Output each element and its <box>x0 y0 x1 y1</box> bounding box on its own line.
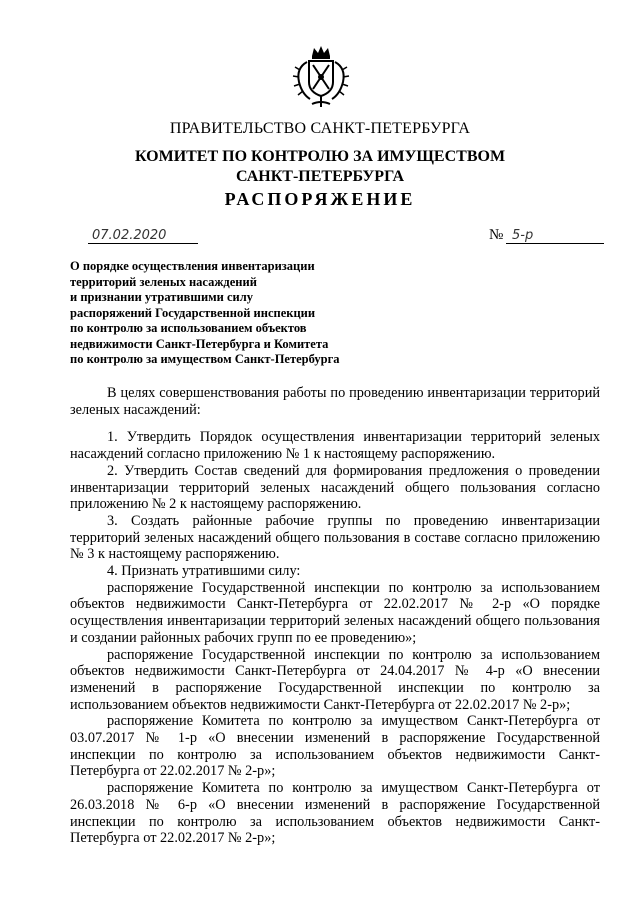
revoked-order-2 <box>70 647 600 714</box>
item-3 <box>70 513 600 563</box>
intro-line: В целях совершенствования работы по проведению инвентаризации территорий <box>107 385 600 401</box>
item-1 <box>70 429 600 462</box>
subject-line: по контролю за имуществом Санкт-Петербурга <box>70 352 340 366</box>
item-text: распоряжение Государственной инспекции по контролю за использованием <box>107 646 600 663</box>
item-text: насаждений согласно приложению № 1 к настоящему распоряжению. <box>70 446 496 463</box>
item-text: от 22.02.2017 № 2-р»; <box>143 763 276 780</box>
revoked-order-1 <box>70 580 600 647</box>
subject-line: и признании утратившими силу <box>70 290 254 304</box>
item-text: 3. Создать районные рабочие группы по проведению инвентаризации <box>107 512 600 529</box>
item-text: от 03.07.2017 № 1-р «О внесении изменений в распоряжение Государственной <box>70 713 601 747</box>
item-text: распоряжение Государственной инспекции по контролю за использованием <box>107 579 600 596</box>
number-label: № <box>489 227 504 243</box>
document-type: РАСПОРЯЖЕНИЕ <box>224 189 416 209</box>
document-number: 5-р <box>506 228 604 244</box>
committee-line-2: САНКТ-ПЕТЕРБУРГА <box>235 168 405 185</box>
document-subject <box>70 259 340 368</box>
document-date: 07.02.2020 <box>88 228 198 244</box>
item-text: объектов недвижимости Санкт-Петербурга от 24.04.2017 № 4-р «О внесении <box>70 663 600 680</box>
item-text: от 22.02.2017 № 2-р»; <box>143 830 276 847</box>
item-text: территорий зеленых насаждений общего пользования в составе согласно <box>70 529 518 546</box>
item-4 <box>70 563 600 580</box>
item-text: объектов недвижимости Санкт-Петербурга от 22.02.2017 № 2-р «О порядке <box>70 596 600 613</box>
document-body <box>70 385 600 847</box>
item-text: инспекции по контролю за использованием объектов недвижимости Санкт-Петербурга <box>70 813 600 847</box>
government-title: ПРАВИТЕЛЬСТВО САНКТ-ПЕТЕРБУРГА <box>169 120 471 137</box>
subject-line: недвижимости Санкт-Петербурга и Комитета <box>70 336 329 351</box>
intro-line: зеленых насаждений: <box>70 401 201 418</box>
item-text: инвентаризации территорий зеленых насаждений общего пользования согласно <box>70 479 600 496</box>
item-text: распоряжение Комитета по контролю за имуществом Санкт-Петербурга <box>107 780 578 797</box>
item-text: и создании районных рабочих групп по ее проведению»; <box>70 629 417 646</box>
committee-line-1: КОМИТЕТ ПО КОНТРОЛЮ ЗА ИМУЩЕСТВОМ <box>134 148 506 165</box>
item-2 <box>70 463 600 513</box>
item-text: осуществления инвентаризации территорий зеленых насаждений общего пользования <box>70 613 600 630</box>
item-text: изменений в распоряжение Государственной инспекции по контролю <box>70 679 572 696</box>
item-text: за использованием объектов недвижимости Санкт-Петербурга от 22.02.2017 № 2-р»; <box>70 679 600 713</box>
subject-line: по контролю за использованием объектов <box>70 321 307 335</box>
item-text: приложению № 2 к настоящему распоряжению. <box>70 496 362 513</box>
committee-title <box>0 147 640 187</box>
intro-paragraph <box>70 385 600 418</box>
item-text: 4. Признать утратившими силу: <box>107 563 301 580</box>
coat-of-arms-icon <box>290 44 352 110</box>
subject-line: О порядке осуществления инвентаризации <box>70 259 315 273</box>
item-text: от 26.03.2018 № 6-р «О внесении изменений в распоряжение Государственной <box>70 780 601 813</box>
item-text: инспекции по контролю за использованием объектов недвижимости Санкт-Петербурга <box>70 746 600 780</box>
item-text: 1. Утвердить Порядок осуществления инвентаризации территорий зеленых <box>107 429 600 446</box>
revoked-order-4 <box>70 780 600 847</box>
item-text: 2. Утвердить Состав сведений для формирования предложения о проведении <box>107 462 600 479</box>
item-text: приложению № 3 к настоящему распоряжению. <box>70 529 601 563</box>
revoked-order-3 <box>70 713 600 780</box>
subject-line: территорий зеленых насаждений <box>70 274 257 289</box>
subject-line: распоряжений Государственной инспекции <box>70 305 316 320</box>
item-text: распоряжение Комитета по контролю за имуществом Санкт-Петербурга <box>107 713 578 730</box>
